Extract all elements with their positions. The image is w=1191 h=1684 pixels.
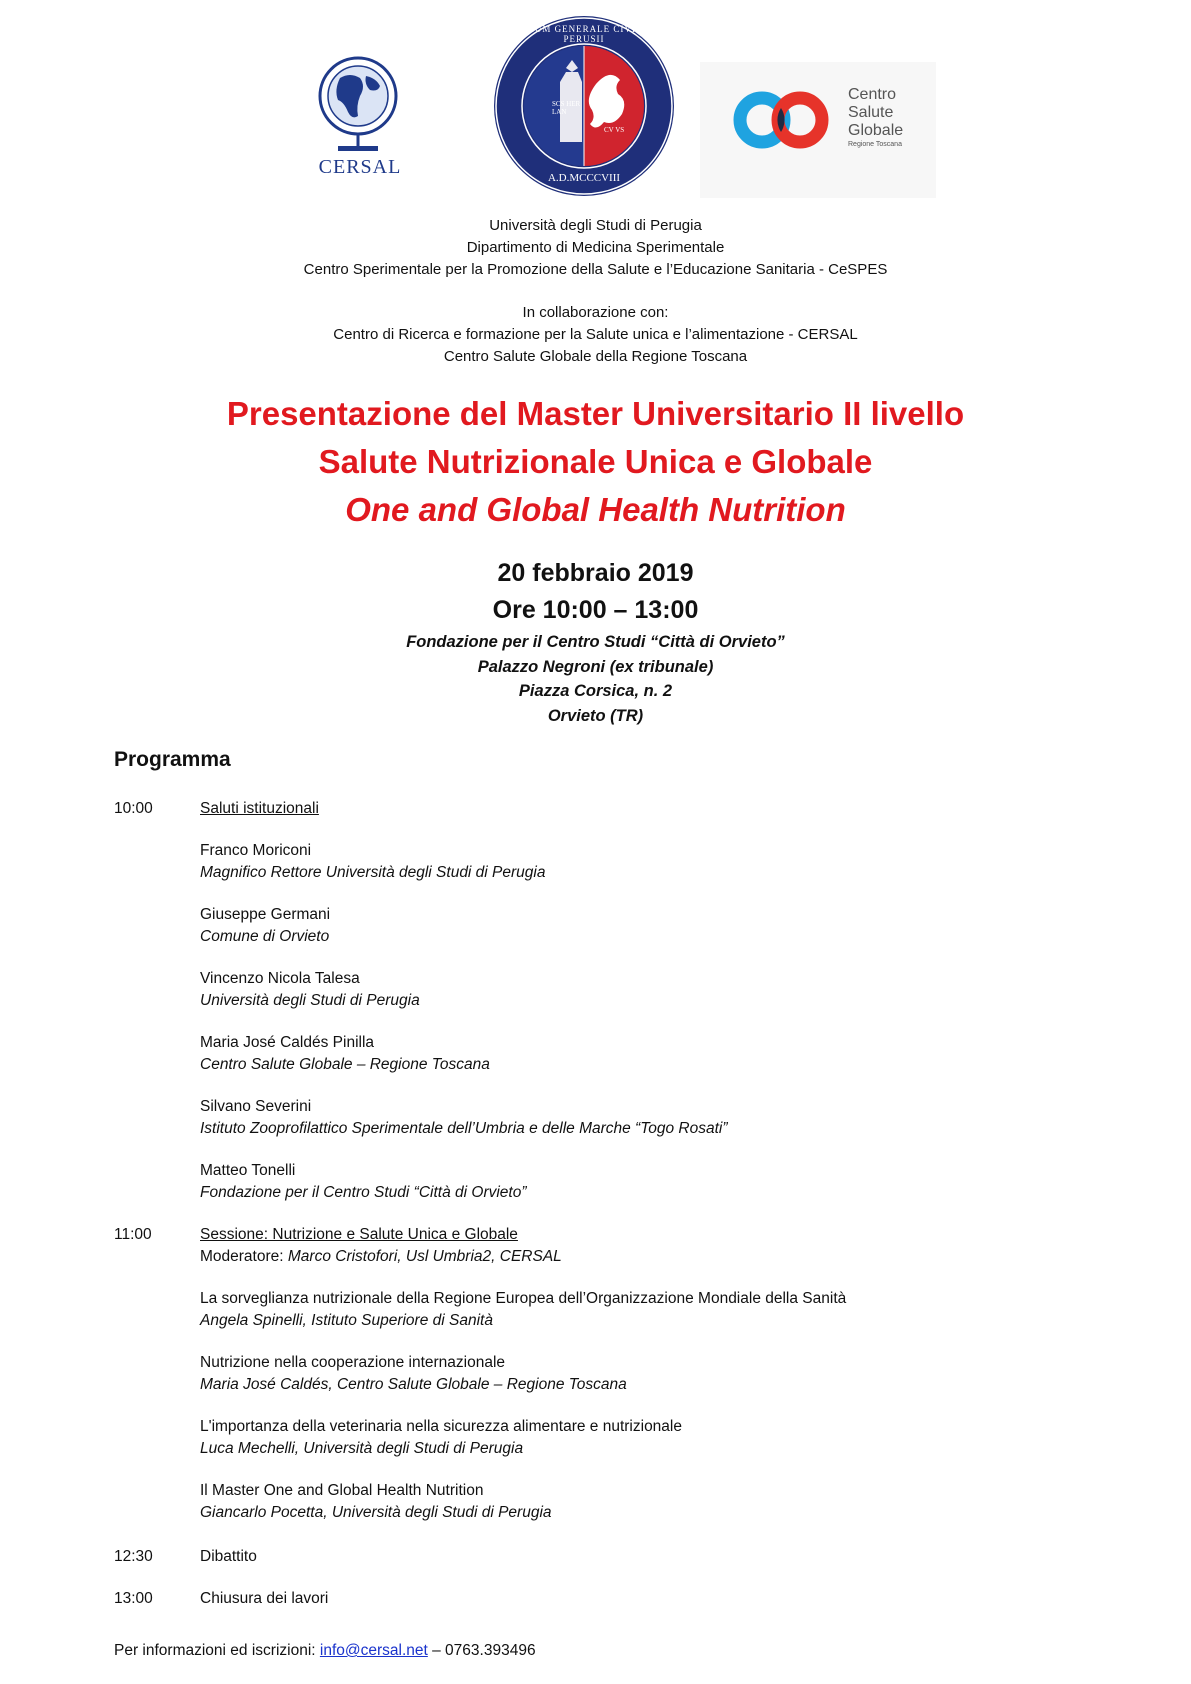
talk-topic: La sorveglianza nutrizionale della Regione Europea dell’Organizzazione Mondiale della Sanità [200, 1290, 847, 1307]
speaker-role: Fondazione per il Centro Studi “Città di Orvieto” [200, 1184, 527, 1201]
speaker-item [200, 1096, 728, 1140]
session1-title: Saluti istituzionali [200, 800, 319, 817]
institution-line3: Centro Sperimentale per la Promozione della Salute e l’Educazione Sanitaria - CeSPES [303, 261, 888, 278]
talk-topic: Nutrizione nella cooperazione internazionale [200, 1354, 506, 1371]
seal-year-text: A.D.MCCCVIII [547, 172, 621, 184]
centro-salute-globale-logo [700, 62, 936, 198]
venue-line3: Piazza Corsica, n. 2 [518, 682, 673, 700]
session2-title: Sessione: Nutrizione e Salute Unica e Globale [200, 1226, 518, 1243]
talk-topic: L'importanza della veterinaria nella sicurezza alimentare e nutrizionale [200, 1418, 682, 1435]
institution-line2: Dipartimento di Medicina Sperimentale [466, 239, 725, 256]
collab-label: In collaborazione con: [522, 304, 669, 321]
speaker-role: Magnifico Rettore Università degli Studi di Perugia [200, 864, 546, 881]
session2-header [200, 1224, 562, 1268]
talk-speaker: Luca Mechelli, Università degli Studi di Perugia [200, 1440, 524, 1457]
speaker-item [200, 1032, 490, 1076]
institution-line1: Università degli Studi di Perugia [489, 217, 702, 234]
footer-contact [114, 1642, 536, 1660]
event-venue [0, 630, 1191, 728]
speaker-role: Centro Salute Globale – Regione Toscana [200, 1056, 490, 1073]
csg-line2: Salute [848, 104, 894, 121]
collaboration-block [0, 302, 1191, 368]
event-time: Ore 10:00 – 13:00 [492, 596, 699, 624]
csg-line3: Globale [848, 122, 904, 139]
session3-title: Dibattito [200, 1548, 257, 1565]
footer-label: Per informazioni ed iscrizioni: [114, 1642, 320, 1659]
speaker-name: Matteo Tonelli [200, 1162, 296, 1179]
collab-line1: Centro di Ricerca e formazione per la Salute unica e l’alimentazione - CERSAL [333, 326, 858, 343]
seal-right-text: CV VS [604, 126, 625, 134]
talk-item [200, 1416, 682, 1460]
speaker-item [200, 1160, 527, 1204]
speaker-name: Franco Moriconi [200, 842, 312, 859]
talk-speaker: Maria José Caldés, Centro Salute Globale – Regione Toscana [200, 1376, 627, 1393]
title-line2: Salute Nutrizionale Unica e Globale [318, 443, 873, 480]
cersal-logo [300, 48, 410, 183]
speaker-item [200, 904, 330, 948]
talk-item [200, 1480, 552, 1524]
speaker-item [200, 968, 420, 1012]
event-date: 20 febbraio 2019 [497, 559, 694, 587]
moderator-label: Moderatore: [200, 1248, 288, 1265]
speaker-name: Maria José Caldés Pinilla [200, 1034, 375, 1051]
programma-heading: Programma [114, 748, 231, 771]
speaker-role: Istituto Zooprofilattico Sperimentale dell’Umbria e delle Marche “Togo Rosati” [200, 1120, 728, 1137]
venue-line2: Palazzo Negroni (ex tribunale) [477, 657, 714, 676]
collab-line2: Centro Salute Globale della Regione Toscana [443, 348, 748, 365]
session4-title: Chiusura dei lavori [200, 1590, 329, 1607]
talk-speaker: Giancarlo Pocetta, Università degli Studi di Perugia [200, 1504, 552, 1521]
speaker-role: Comune di Orvieto [200, 928, 330, 945]
session2-time: 11:00 [114, 1226, 152, 1243]
talk-item [200, 1288, 846, 1332]
speaker-item [200, 840, 545, 884]
csg-line1: Centro [848, 86, 897, 103]
session4-time: 13:00 [114, 1590, 153, 1607]
overlapping-rings-icon [730, 62, 840, 198]
footer-phone: – 0763.393496 [427, 1642, 536, 1659]
title-line1: Presentazione del Master Universitario II livello [226, 395, 965, 432]
talk-speaker: Angela Spinelli, Istituto Superiore di Sanità [200, 1312, 493, 1329]
email-link[interactable]: info@cersal.net [319, 1642, 428, 1659]
title-line3: One and Global Health Nutrition [345, 491, 846, 528]
unipg-seal-logo [492, 14, 676, 198]
venue-line4: Orvieto (TR) [547, 706, 644, 725]
speaker-name: Giuseppe Germani [200, 906, 331, 923]
talk-item [200, 1352, 627, 1396]
csg-line4: Regione Toscana [848, 141, 902, 148]
speaker-name: Vincenzo Nicola Talesa [200, 970, 360, 987]
session1-time: 10:00 [114, 800, 153, 817]
moderator-name: Marco Cristofori, Usl Umbria2, CERSAL [287, 1248, 562, 1265]
cersal-label: CERSAL [318, 156, 402, 178]
speaker-name: Silvano Severini [200, 1098, 312, 1115]
event-datetime [0, 555, 1191, 629]
talk-topic: Il Master One and Global Health Nutrition [200, 1482, 484, 1499]
session3-time: 12:30 [114, 1548, 153, 1565]
venue-line1: Fondazione per il Centro Studi “Città di Orvieto” [406, 633, 785, 651]
seal-ring-text: STUDIUM GENERALE CIVITATIS PERUSII [503, 24, 665, 44]
moderator-line [200, 1246, 562, 1268]
institution-block [0, 215, 1191, 281]
event-title [0, 390, 1191, 534]
speaker-role: Università degli Studi di Perugia [200, 992, 420, 1009]
seal-left-text: SCS HER LAN [552, 100, 581, 116]
